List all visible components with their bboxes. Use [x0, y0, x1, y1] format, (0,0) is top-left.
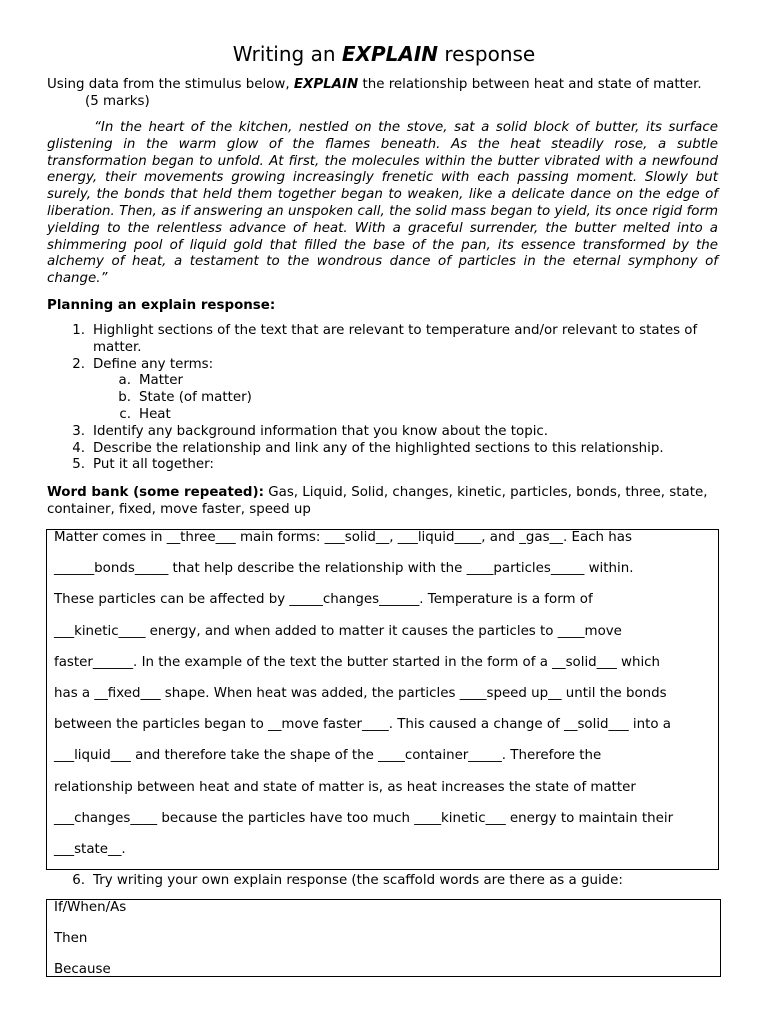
own-response-box[interactable] — [46, 899, 721, 977]
cloze-line: Matter comes in __three___ main forms: ___solid__, ___liquid____, and _gas__. Each has — [54, 530, 632, 545]
step-number: 4. — [72, 440, 85, 456]
cloze-line: ___changes____ because the particles have too much ____kinetic___ energy to maintain their — [54, 810, 674, 826]
word-bank — [47, 484, 727, 518]
word-bank-words: Gas, Liquid, Solid, changes, kinetic, particles, bonds, three, state, container, fixed, move faster, speed up — [47, 485, 708, 517]
step-text: Try writing your own explain response (the scaffold words are there as a guide: — [93, 873, 623, 888]
title-emphasis: EXPLAIN — [341, 42, 439, 66]
cloze-line: ___liquid___ and therefore take the shape of the ____container_____. Therefore the — [54, 748, 602, 764]
word-bank-label: Word bank (some repeated): — [47, 485, 264, 500]
step-number: 6. — [72, 873, 85, 888]
task-instructions: Using data from the stimulus below, EXPLAIN the relationship between heat and state of matter.(5 marks) — [47, 77, 702, 109]
planning-step-3 — [47, 424, 727, 441]
planning-step-1 — [47, 323, 727, 357]
planning-step-2 — [47, 357, 727, 374]
term-item: a. Matter — [118, 373, 184, 389]
planning-step-5 — [47, 457, 727, 474]
cloze-line: has a __fixed___ shape. When heat was added, the particles ____speed up__ until the bonds — [54, 685, 667, 701]
cloze-paragraph — [54, 530, 716, 873]
page-title: Writing an EXPLAIN response — [232, 42, 536, 66]
step-text: Put it all together: — [93, 457, 214, 473]
cloze-line: ___state__. — [54, 841, 126, 857]
term-item: b. State (of matter) — [118, 390, 252, 406]
planning-heading: Planning an explain response: — [47, 298, 276, 313]
scaffold-word-if-when-as: If/When/As — [54, 900, 127, 915]
scaffold-word-because: Because — [54, 962, 111, 977]
cloze-line: ______bonds_____ that help describe the relationship with the ____particles_____ within. — [54, 561, 634, 577]
cloze-line: faster______. In the example of the text the butter started in the form of a __solid___ which — [54, 654, 661, 670]
step-text: Highlight sections of the text that are relevant to temperature and/or relevant to states of matter. — [93, 323, 698, 355]
planning-step-4 — [47, 441, 727, 458]
step-text: Describe the relationship and link any of the highlighted sections to this relationship. — [93, 440, 664, 456]
stimulus-quote: “In the heart of the kitchen, nestled on the stove, sat a solid block of butter, its surface glistening in the warm glow of the flames beneath. As the heat steadily rose, a subtle transformation began to unfold. At first, the molecules within the butter vibrated with a newfound energy, their movements growing increasingly frenetic with each passing moment. Slowly but surely, the bonds that held them together began to weaken, like a delicate dance on the edge of liberation. Then, as if answering an unspoken call, the solid mass began to yield, its once rigid form yielding to the relentless advance of heat. With a graceful surrender, the butter melted into a shimmering pool of liquid gold that filled the base of the pan, its essence transformed by the alchemy of heat, a testament to the wondrous dance of particles in the eternal symphony of change.” — [47, 120, 718, 287]
planning-steps — [47, 323, 727, 474]
cloze-answer-box[interactable] — [46, 529, 719, 870]
step-number: 5. — [72, 457, 85, 473]
step-number: 3. — [72, 423, 85, 439]
step-text: Define any terms: — [93, 356, 214, 372]
step-text: Identify any background information that you know about the topic. — [93, 423, 549, 439]
cloze-line: between the particles began to __move faster____. This caused a change of __solid___ into a — [54, 717, 672, 733]
planning-step-6 — [47, 872, 727, 889]
step-number: 1. — [72, 323, 85, 338]
step-number: 2. — [72, 356, 85, 372]
scaffold-word-then: Then — [54, 931, 88, 946]
marks-label: (5 marks) — [85, 94, 150, 109]
term-item: c. Heat — [119, 406, 171, 422]
cloze-line: These particles can be affected by _____changes______. Temperature is a form of — [54, 592, 593, 608]
cloze-line: relationship between heat and state of matter is, as heat increases the state of matter — [54, 779, 636, 795]
cloze-line: ___kinetic____ energy, and when added to matter it causes the particles to ____move — [54, 623, 622, 639]
explain-emphasis: EXPLAIN — [293, 77, 359, 92]
